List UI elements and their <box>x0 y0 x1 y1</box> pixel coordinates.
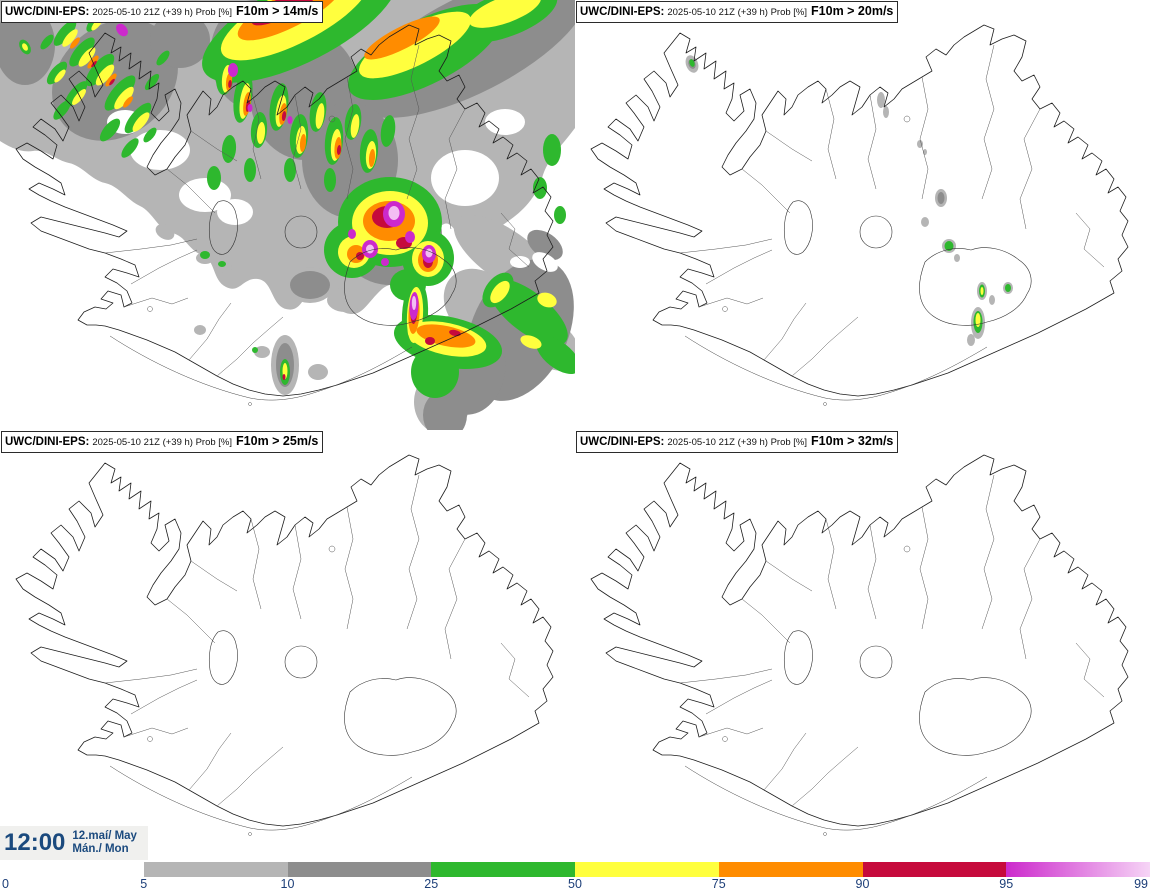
colorbar-tick-0: 0 <box>2 877 9 891</box>
run-info: 2025-05-10 21Z (+39 h) Prob [%] <box>667 7 808 18</box>
panel-title <box>576 1 898 23</box>
threshold-label: F10m > 32m/s <box>811 434 894 448</box>
valid-date-line1: 12.maí/ May <box>72 830 137 842</box>
colorbar-tick-5: 5 <box>140 877 148 891</box>
colorbar-tick-25: 25 <box>424 877 439 891</box>
map-panel-f10m-32ms <box>575 430 1150 860</box>
valid-date <box>72 830 137 856</box>
colorbar-footer <box>0 860 1150 891</box>
model-label: UWC/DINI-EPS: <box>580 6 665 18</box>
panel-title <box>1 431 323 453</box>
threshold-label: F10m > 14m/s <box>236 4 319 18</box>
run-info: 2025-05-10 21Z (+39 h) Prob [%] <box>667 437 808 448</box>
colorbar-tick-75: 75 <box>711 877 726 891</box>
valid-time: 12:00 <box>4 829 66 856</box>
model-label: UWC/DINI-EPS: <box>580 436 665 448</box>
model-label: UWC/DINI-EPS: <box>5 436 90 448</box>
colorbar-labels <box>0 877 1150 891</box>
colorbar-segment-50-75 <box>575 862 719 877</box>
iceland-map <box>0 0 575 430</box>
colorbar-segment-5-10 <box>144 862 288 877</box>
colorbar-tick-10: 10 <box>280 877 295 891</box>
run-info: 2025-05-10 21Z (+39 h) Prob [%] <box>92 7 233 18</box>
colorbar-tick-95: 95 <box>999 877 1014 891</box>
colorbar-segment-75-90 <box>719 862 863 877</box>
iceland-map <box>575 430 1150 860</box>
valid-date-line2: Mán./ Mon <box>72 843 129 855</box>
colorbar-segment-25-50 <box>431 862 575 877</box>
colorbar-tick-90: 90 <box>855 877 870 891</box>
iceland-map <box>575 0 1150 430</box>
colorbar-tick-50: 50 <box>568 877 582 891</box>
map-panel-f10m-14ms <box>0 0 575 430</box>
map-panel-f10m-20ms <box>575 0 1150 430</box>
colorbar-tick-99: 99 <box>1134 877 1148 891</box>
panel-title <box>1 1 323 23</box>
model-label: UWC/DINI-EPS: <box>5 6 90 18</box>
colorbar-segment-95-99 <box>1006 862 1150 877</box>
panel-title <box>576 431 898 453</box>
colorbar-segment-10-25 <box>288 862 432 877</box>
threshold-label: F10m > 25m/s <box>236 434 319 448</box>
iceland-map <box>0 430 575 860</box>
threshold-label: F10m > 20m/s <box>811 4 894 18</box>
map-panel-f10m-25ms <box>0 430 575 860</box>
run-info: 2025-05-10 21Z (+39 h) Prob [%] <box>92 437 233 448</box>
colorbar-bar <box>0 862 1150 877</box>
valid-time-box <box>0 826 148 860</box>
colorbar-segment-90-95 <box>863 862 1007 877</box>
